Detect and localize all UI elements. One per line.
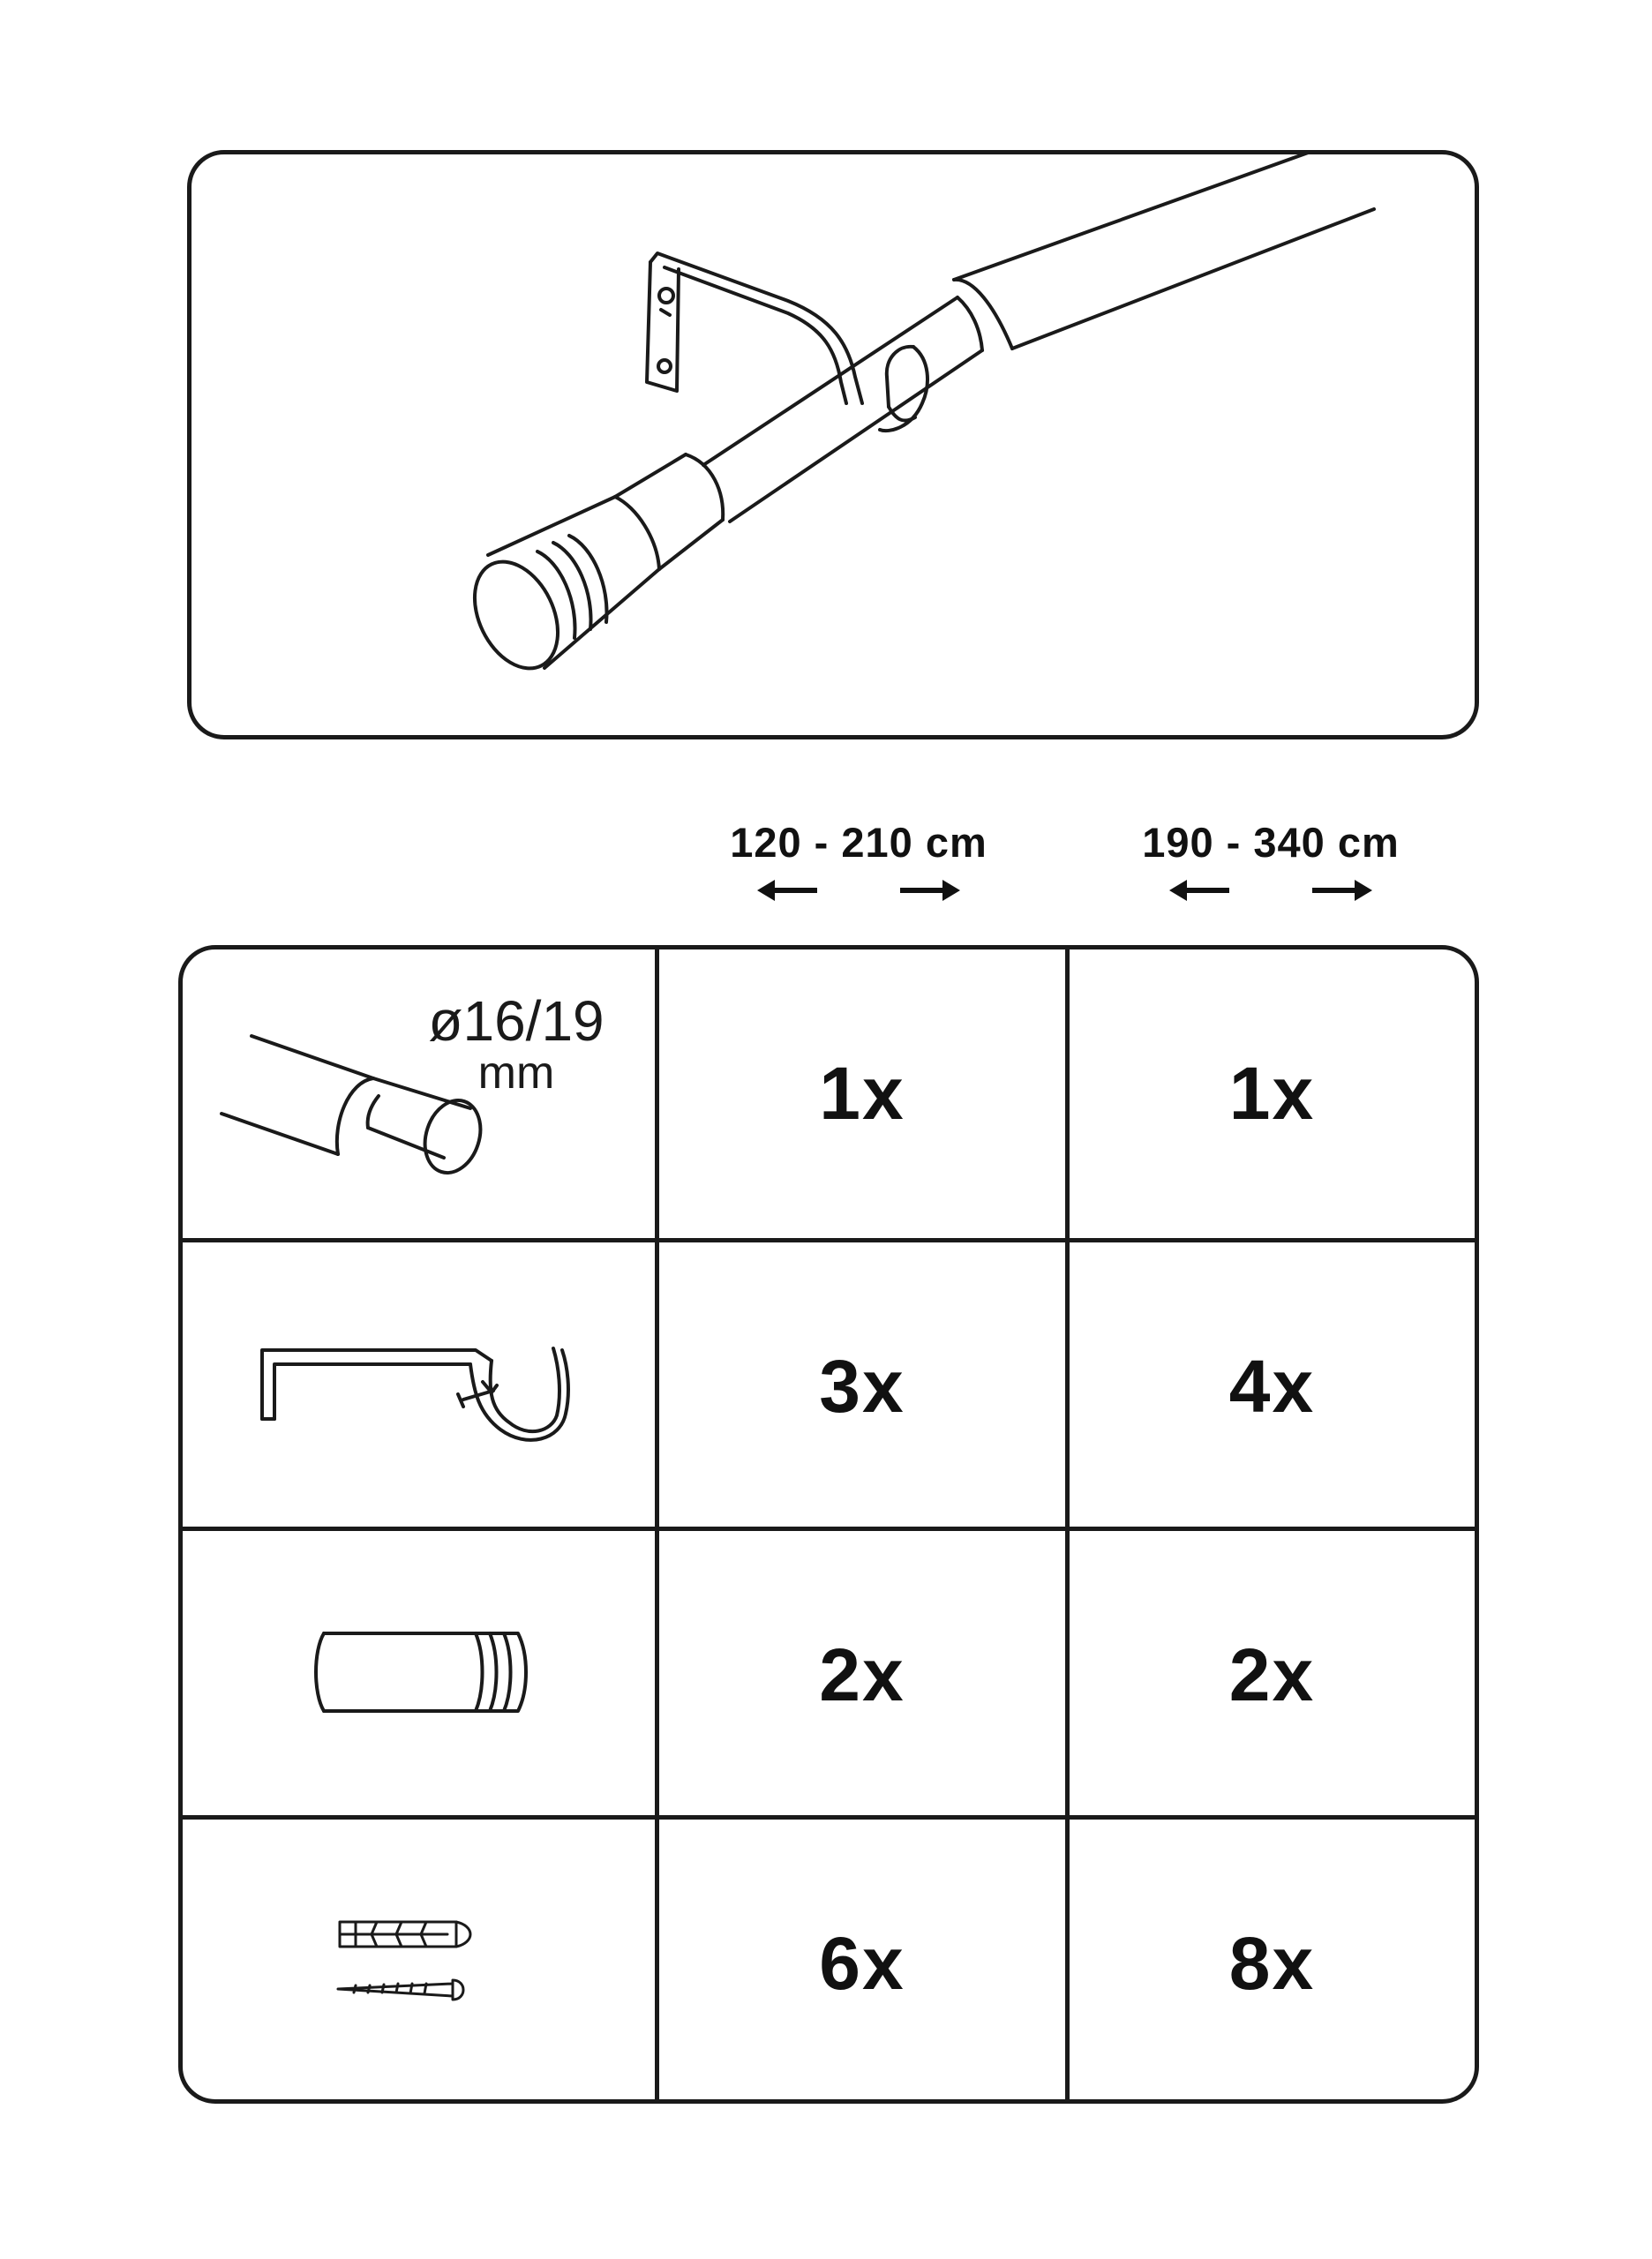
part-cell-rod <box>183 949 655 1238</box>
extend-arrows-icon <box>673 878 1044 903</box>
qty-cell-large <box>1065 949 1475 1238</box>
qty-cell-small <box>655 1531 1065 1820</box>
finial-icon <box>316 1633 526 1711</box>
qty-cell-large <box>1065 1242 1475 1531</box>
qty-finial-small: 2x <box>819 1633 905 1716</box>
curtain-ring-icon <box>880 347 927 431</box>
table-row <box>183 1527 1475 1820</box>
range-label-large: 190 - 340 cm <box>1142 819 1400 866</box>
qty-cell-large <box>1065 1531 1475 1820</box>
part-cell-finial <box>183 1531 655 1820</box>
range-header-small <box>673 816 1044 903</box>
qty-dowel-small: 6x <box>819 1922 905 2005</box>
table-row <box>183 1815 1475 2104</box>
range-header-large <box>1085 816 1456 903</box>
dowel-screw-icon <box>338 1922 470 2000</box>
part-cell-dowel-screw <box>183 1820 655 2104</box>
qty-bracket-small: 3x <box>819 1345 905 1428</box>
product-illustration-panel <box>187 150 1479 739</box>
rod-diameter-value: ø16/19 <box>428 989 604 1053</box>
qty-rod-small: 1x <box>819 1052 905 1135</box>
table-row <box>183 949 1475 1238</box>
qty-bracket-large: 4x <box>1228 1345 1316 1428</box>
qty-cell-small <box>655 1820 1065 2104</box>
rod-diameter-label <box>402 989 631 1099</box>
qty-rod-large: 1x <box>1228 1052 1316 1135</box>
bracket-icon <box>262 1348 568 1440</box>
parts-table <box>178 945 1479 2104</box>
table-row <box>183 1238 1475 1531</box>
qty-dowel-large: 8x <box>1228 1922 1316 2005</box>
extend-arrows-icon <box>1085 878 1456 903</box>
curtain-rod-icon <box>615 154 1374 569</box>
qty-cell-large <box>1065 1820 1475 2104</box>
rod-finial-icon <box>458 497 659 682</box>
part-cell-bracket <box>183 1242 655 1531</box>
range-label-small: 120 - 210 cm <box>730 819 987 866</box>
qty-cell-small <box>655 1242 1065 1531</box>
qty-finial-large: 2x <box>1228 1633 1316 1716</box>
rod-diameter-unit: mm <box>477 1047 555 1099</box>
qty-cell-small <box>655 949 1065 1238</box>
